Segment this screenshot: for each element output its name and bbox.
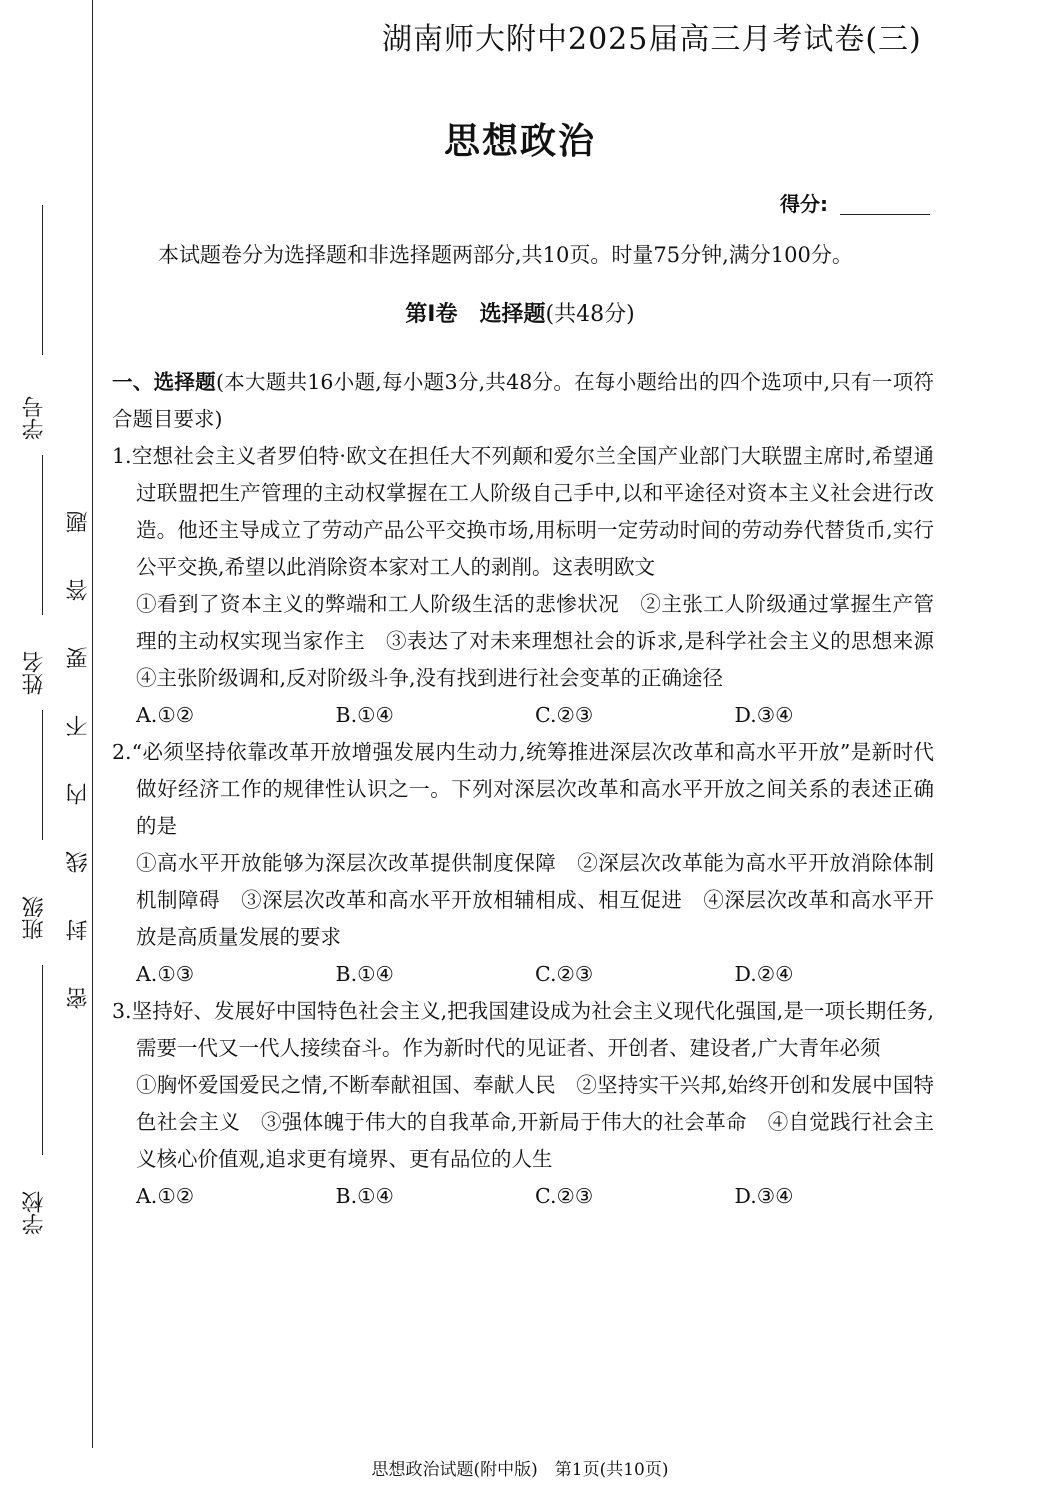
question-number: 3.	[112, 999, 132, 1023]
choice-d[interactable]: D.③④	[734, 1184, 794, 1208]
section-head: 一、选择题	[112, 370, 216, 394]
choice-d[interactable]: D.②④	[734, 962, 794, 986]
answer-choices	[112, 1178, 934, 1215]
part-subtitle: 选择题	[479, 302, 546, 327]
choice-b[interactable]: B.①④	[335, 1184, 394, 1208]
seal-line-notice: 密封线内不要答题	[66, 465, 91, 1009]
choice-c[interactable]: C.②③	[535, 703, 594, 727]
question-1	[112, 438, 955, 734]
question-stem	[112, 993, 934, 1067]
class-label: 班级	[22, 896, 47, 940]
question-statements: ①看到了资本主义的弊端和工人阶级生活的悲惨状况 ②主张工人阶级通过掌握生产管理的主动权实现当家作主 ③表达了对未来理想社会的诉求,是科学社会主义的思想来源 ④主张阶级调和,反对阶级斗争,没有找到进行社会变革的正确途径	[136, 592, 955, 690]
choice-d[interactable]: D.③④	[734, 703, 794, 727]
student-id-label: 学号	[22, 396, 47, 440]
section-note: (本大题共16小题,每小题3分,共48分。在每小题给出的四个选项中,只有一项符合题目要求)	[112, 370, 934, 431]
question-text: 坚持好、发展好中国特色社会主义,把我国建设成为社会主义现代化强国,是一项长期任务,需要一代又一代人接续奋斗。作为新时代的见证者、开创者、建设者,广大青年必须	[131, 999, 934, 1060]
class-underline	[42, 710, 43, 840]
choice-c[interactable]: C.②③	[535, 1184, 594, 1208]
score-label: 得分:	[780, 192, 828, 216]
question-text: “必须坚持依靠改革开放增强发展内生动力,统筹推进深层次改革和高水平开放”是新时代做好经济工作的规律性认识之一。下列对深层次改革和高水平开放之间关系的表述正确的是	[131, 740, 934, 838]
choice-a[interactable]: A.①②	[136, 1184, 195, 1208]
score-blank[interactable]	[840, 214, 930, 215]
exam-intro: 本试题卷分为选择题和非选择题两部分,共10页。时量75分钟,满分100分。	[158, 243, 853, 267]
part-points: (共48分)	[545, 302, 635, 327]
choice-b[interactable]: B.①④	[335, 703, 394, 727]
question-number: 2.	[112, 740, 132, 764]
part-title	[0, 300, 1040, 330]
page-footer: 思想政治试题(附中版) 第1页(共10页)	[371, 1460, 669, 1480]
choice-a[interactable]: A.①③	[136, 962, 195, 986]
answer-choices	[112, 697, 934, 734]
question-area	[112, 364, 955, 1215]
question-statements: ①高水平开放能够为深层次改革提供制度保障 ②深层次改革能为高水平开放消除体制机制障碍 ③深层次改革和高水平开放相辅相成、相互促进 ④深层次改革和高水平开放是高质量发展的要求	[136, 851, 934, 949]
part-number: 第Ⅰ卷	[405, 302, 458, 327]
school-label: 学校	[22, 1191, 47, 1235]
subject-title: 思想政治	[443, 121, 596, 162]
name-label: 姓名	[22, 651, 47, 695]
question-3	[112, 993, 934, 1215]
answer-choices	[112, 956, 934, 993]
question-text: 空想社会主义者罗伯特·欧文在担任大不列颠和爱尔兰全国产业部门大联盟主席时,希望通过联盟把生产管理的主动权掌握在工人阶级自己手中,以和平途径对资本主义社会进行改造。他还主导成立了劳动产品公平交换市场,用标明一定劳动时间的劳动券代替货币,实行公平交换,希望以此消除资本家对工人的剥削。这表明欧文	[131, 444, 934, 579]
question-number: 1.	[112, 444, 132, 468]
question-2	[112, 734, 934, 993]
school-underline	[42, 965, 43, 1155]
choice-b[interactable]: B.①④	[335, 962, 394, 986]
exam-title: 湖南师大附中2025届高三月考试卷(三)	[382, 22, 922, 57]
section-heading	[112, 364, 934, 438]
name-underline	[42, 455, 43, 615]
question-stem	[112, 734, 934, 845]
question-stem	[112, 438, 934, 586]
student-id-underline	[42, 205, 43, 355]
choice-c[interactable]: C.②③	[535, 962, 594, 986]
choice-a[interactable]: A.①②	[136, 703, 195, 727]
question-statements: ①胸怀爱国爱民之情,不断奉献祖国、奉献人民 ②坚持实干兴邦,始终开创和发展中国特色社会主义 ③强体魄于伟大的自我革命,开新局于伟大的社会革命 ④自觉践行社会主义核心价值观,追求更有境界、更有品位的人生	[136, 1073, 934, 1171]
